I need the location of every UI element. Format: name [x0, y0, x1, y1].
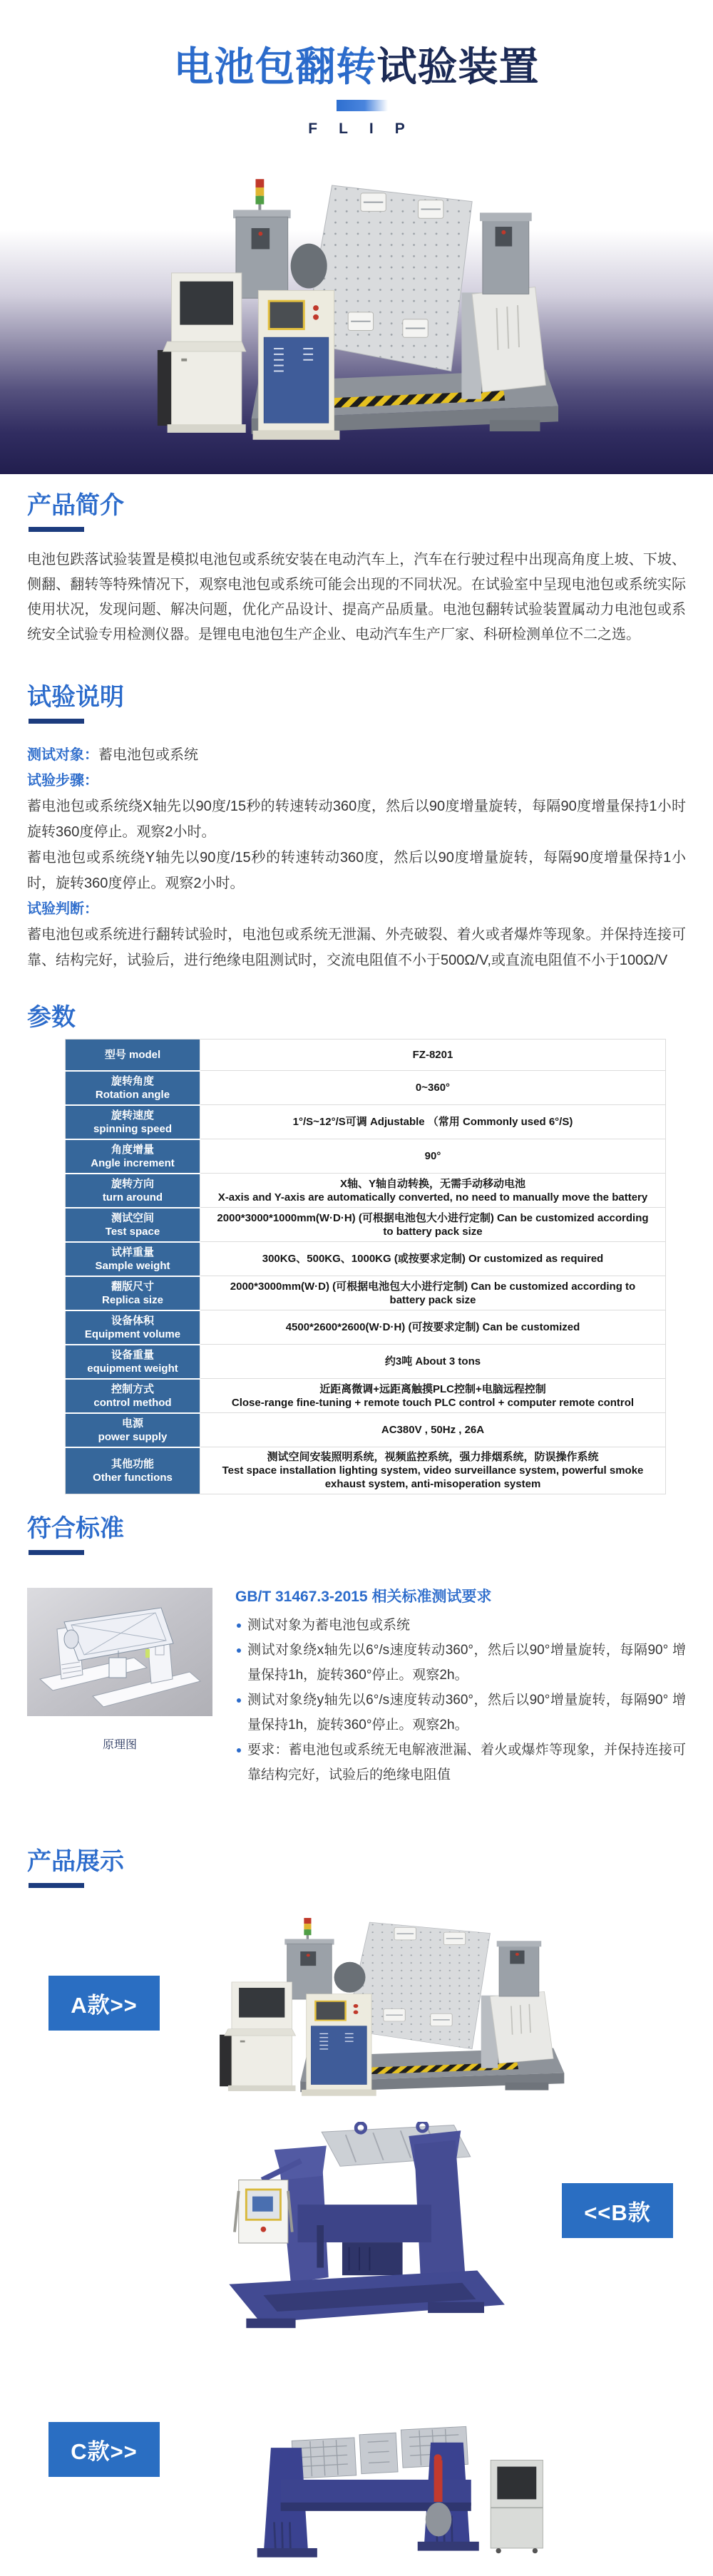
section-params: [0, 1005, 713, 1494]
param-value: 约3吨 About 3 tons: [200, 1345, 666, 1379]
page-subtitle: FLIP: [308, 120, 426, 137]
param-label: 设备重量 equipment weight: [66, 1345, 200, 1379]
machine-photo-main: [153, 175, 560, 441]
page-header: [0, 0, 713, 138]
test-line: 蓄电池包或系统绕X轴先以90度/15秒的转速转动360度，然后以90度增量旋转，每隔90度增量保持1小时旋转360度停止。观察2小时。: [27, 799, 686, 840]
param-value: 2000*3000*1000mm(W·D·H) (可根据电池包大小进行定制) Can be customized according to battery pack size: [200, 1208, 666, 1242]
param-value: AC380V , 50Hz , 26A: [200, 1413, 666, 1447]
param-value: 300KG、500KG、1000KG (或按要求定制) Or customized as required: [200, 1242, 666, 1276]
parameters-table: [65, 1039, 666, 1494]
model-b-button[interactable]: <<B款: [562, 2183, 673, 2238]
param-label: 角度增量 Angle increment: [66, 1139, 200, 1174]
param-row: [66, 1276, 666, 1310]
param-label: 其他功能 Other functions: [66, 1447, 200, 1494]
param-label: 翻版尺寸 Replica size: [66, 1276, 200, 1310]
machine-photo-b: [181, 2122, 538, 2332]
page-title: [0, 46, 713, 88]
standards-content: [27, 1588, 686, 1787]
standard-bullet: 测试对象绕y轴先以6°/s速度转动360°，然后以90°增量旋转，每隔90° 增量保持1h，旋转360°停止。观察2h。: [235, 1688, 686, 1738]
param-label: 控制方式 control method: [66, 1379, 200, 1413]
param-row: [66, 1242, 666, 1276]
hero-banner: [0, 153, 713, 474]
section-standards: [0, 1516, 713, 1787]
section-showcase: [0, 1849, 713, 2576]
param-row: [66, 1040, 666, 1071]
standard-bullet: 测试对象绕x轴先以6°/s速度转动360°，然后以90°增量旋转，每隔90° 增量保持1h，旋转360°停止。观察2h。: [235, 1638, 686, 1688]
standards-text: [235, 1588, 686, 1787]
test-line: 蓄电池包或系统绕Y轴先以90度/15秒的转速转动360度，然后以90度增量旋转，每隔90度增量保持1小时，旋转360度停止。观察2小时。: [27, 850, 686, 891]
page-title-highlight: 电池包翻转: [173, 44, 377, 89]
test-line-label: 试验步骤：: [27, 773, 98, 789]
model-c-button[interactable]: C款>>: [48, 2422, 160, 2477]
param-label: 旋转方向 turn around: [66, 1174, 200, 1208]
standard-bullet: 要求：蓄电池包或系统无电解液泄漏、着火或爆炸等现象，并保持连接可靠结构完好，试验后的绝缘电阻值: [235, 1738, 686, 1787]
title-accent-bar: [337, 100, 388, 111]
page-title-rest: 试验装置: [376, 44, 540, 89]
showcase-row-a: [0, 1888, 713, 2102]
section-test-title: 试验说明: [27, 684, 124, 711]
section-params-title: 参数: [27, 1004, 76, 1031]
showcase-row-c: [0, 2337, 713, 2576]
showcase-row-b: [0, 2102, 713, 2337]
param-row: [66, 1413, 666, 1447]
param-row: [66, 1105, 666, 1139]
section-standards-title: 符合标准: [27, 1515, 124, 1542]
param-value: 测试空间安装照明系统，视频监控系统，强力排烟系统，防误操作系统 Test space installation lighting system, video surveillance system, powerful smoke exhaust system, anti-misoperation system: [222, 1451, 644, 1490]
param-value: 近距离微调+远距离触摸PLC控制+电脑远程控制 Close-range fine-tuning + remote touch PLC control + computer remote control: [200, 1379, 666, 1413]
param-label: 电源 power supply: [66, 1413, 200, 1447]
schematic-image: [27, 1588, 212, 1716]
param-value: 4500*2600*2600(W·D·H) (可按要求定制) Can be customized: [200, 1310, 666, 1345]
test-line-label: 试验判断：: [27, 901, 98, 917]
param-label: 型号 model: [66, 1040, 200, 1071]
test-line: [27, 768, 686, 794]
section-test: [0, 684, 713, 973]
param-row: [66, 1310, 666, 1345]
param-row: [66, 1447, 666, 1494]
param-row: [66, 1345, 666, 1379]
param-label: 旋转速度 spinning speed: [66, 1105, 200, 1139]
standards-heading: GB/T 31467.3-2015 相关标准测试要求: [235, 1589, 492, 1605]
section-intro-title: 产品简介: [27, 492, 124, 519]
model-a-button[interactable]: A款>>: [48, 1976, 160, 2031]
param-label: 设备体积 Equipment volume: [66, 1310, 200, 1345]
schematic-figure: [27, 1588, 212, 1787]
test-description-lines: [27, 742, 686, 973]
intro-paragraph: 电池包跌落试验装置是模拟电池包或系统安装在电动汽车上，汽车在行驶过程中出现高角度上坡、下坡、侧翻、翻转等特殊情况下，观察电池包或系统可能会出现的不同状况。在试验室中呈现电池包或系统实际使用状况，发现问题、解决问题，优化产品设计、提高产品质量。电池包翻转试验装置属动力电池包或系统安全试验专用检测仪器。是锂电电池包生产企业、电动汽车生产厂家、科研检测单位不二之选。: [27, 552, 686, 642]
section-underline: [29, 527, 84, 532]
param-label: 旋转角度 Rotation angle: [66, 1071, 200, 1105]
machine-photo-a: [216, 1915, 565, 2100]
test-line: 测试对象：蓄电池包或系统: [27, 747, 198, 763]
param-row: [66, 1379, 666, 1413]
param-row: [66, 1174, 666, 1208]
test-line: [27, 896, 686, 922]
param-value: 90°: [200, 1139, 666, 1174]
section-underline: [29, 1550, 84, 1555]
section-intro: [0, 493, 713, 647]
machine-photo-c: [209, 2424, 561, 2568]
standard-bullet: 测试对象为蓄电池包或系统: [235, 1613, 686, 1638]
param-value: 1°/S~12°/S可调 Adjustable （常用 Commonly used 6°/S): [200, 1105, 666, 1139]
schematic-caption: 原理图: [102, 1739, 137, 1751]
section-showcase-title: 产品展示: [27, 1848, 124, 1875]
param-value: FZ-8201: [200, 1040, 666, 1071]
param-label: 测试空间 Test space: [66, 1208, 200, 1242]
param-row: [66, 1071, 666, 1105]
param-value: X轴、Y轴自动转换，无需手动移动电池 X-axis and Y-axis are automatically converted, no need to manually move the battery: [200, 1174, 666, 1208]
param-value: 2000*3000mm(W·D) (可根据电池包大小进行定制) Can be customized according to battery pack size: [200, 1276, 666, 1310]
param-value: 0~360°: [200, 1071, 666, 1105]
test-line-label: 测试对象：: [27, 747, 98, 763]
param-row: [66, 1139, 666, 1174]
section-underline: [29, 1883, 84, 1888]
test-line: 蓄电池包或系统进行翻转试验时，电池包或系统无泄漏、外壳破裂、着火或者爆炸等现象。并保持连接可靠、结构完好，试验后，进行绝缘电阻测试时，交流电阻值不小于500Ω/V,或直流电阻值不小于100Ω/V: [27, 927, 686, 968]
param-row: [66, 1208, 666, 1242]
machine-photo-main: [216, 1915, 565, 2097]
standards-bullet-list: [235, 1613, 686, 1787]
section-underline: [29, 719, 84, 724]
param-label: 试样重量 Sample weight: [66, 1242, 200, 1276]
